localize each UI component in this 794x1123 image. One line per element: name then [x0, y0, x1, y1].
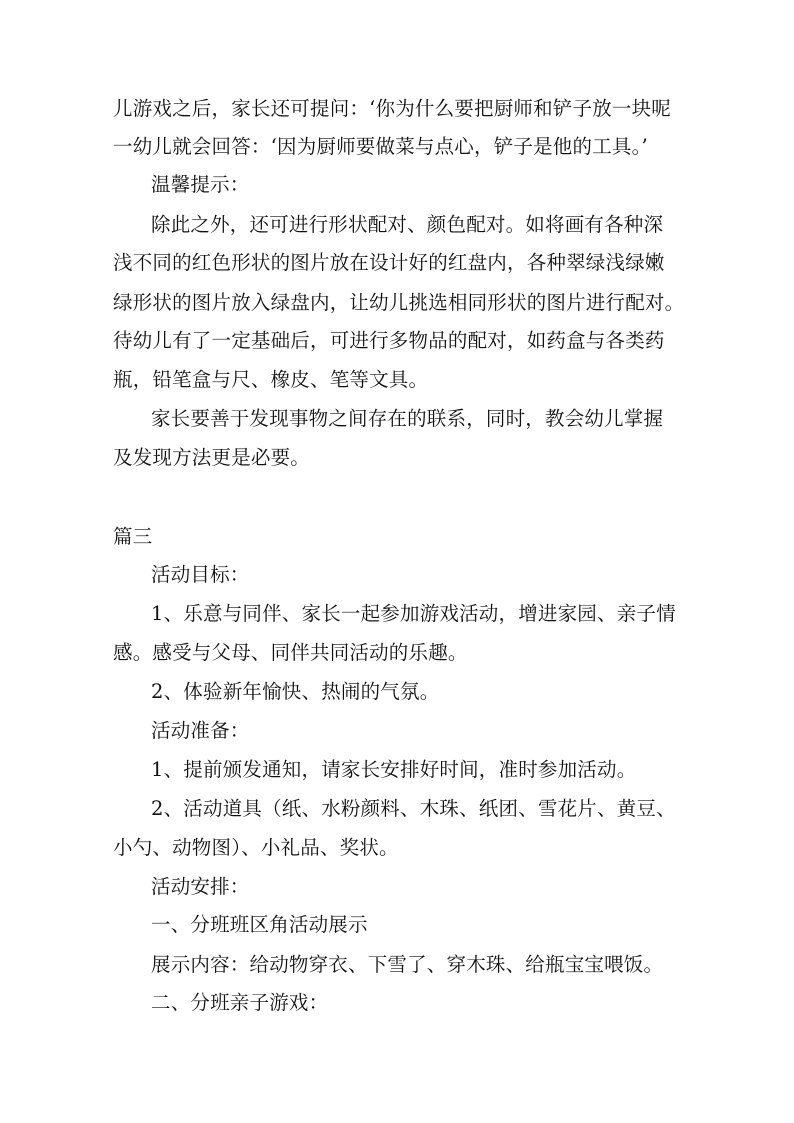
- text-line: 及发现方法更是必要。: [113, 446, 311, 469]
- text-line: 2、活动道具（纸、水粉颜料、木珠、纸团、雪花片、黄豆、: [151, 797, 676, 820]
- text-line: 浅不同的红色形状的图片放在设计好的红盘内，各种翠绿浅绿嫩: [113, 251, 665, 274]
- text-line: 一、分班班区角活动展示: [151, 913, 368, 936]
- text-line: 1、提前颁发通知，请家长安排好时间，准时参加活动。: [151, 758, 637, 781]
- section-heading: 篇三: [113, 525, 153, 548]
- text-line: 待幼儿有了一定基础后，可进行多物品的配对，如药盒与各类药: [113, 329, 665, 352]
- text-line: 活动准备：: [151, 719, 250, 742]
- text-line: 小勺、动物图）、小礼品、奖状。: [113, 836, 399, 859]
- text-line: 一幼儿就会回答：‘因为厨师要做菜与点心，铲子是他的工具。’: [113, 135, 648, 158]
- text-line: 温馨提示：: [151, 173, 250, 196]
- text-line: 瓶，铅笔盒与尺、橡皮、笔等文具。: [113, 368, 429, 391]
- text-line: 二、分班亲子游戏：: [151, 991, 329, 1014]
- text-line: 家长要善于发现事物之间存在的联系，同时，教会幼儿掌握: [151, 407, 664, 430]
- text-line: 2、体验新年愉快、热闹的气氛。: [151, 680, 440, 703]
- text-line: 除此之外，还可进行形状配对、颜色配对。如将画有各种深: [151, 213, 664, 236]
- text-line: 绿形状的图片放入绿盘内，让幼儿挑选相同形状的图片进行配对。: [113, 291, 685, 314]
- text-line: 儿游戏之后，家长还可提问：‘你为什么要把厨师和铲子放一块呢: [113, 97, 671, 120]
- text-line: 活动目标：: [151, 563, 250, 586]
- text-line: 展示内容：给动物穿衣、下雪了、穿木珠、给瓶宝宝喂饭。: [151, 953, 664, 976]
- text-line: 活动安排：: [151, 875, 250, 898]
- text-line: 1、乐意与同伴、家长一起参加游戏活动，增进家园、亲子情: [151, 602, 676, 625]
- text-line: 感。感受与父母、同伴共同活动的乐趣。: [113, 641, 468, 664]
